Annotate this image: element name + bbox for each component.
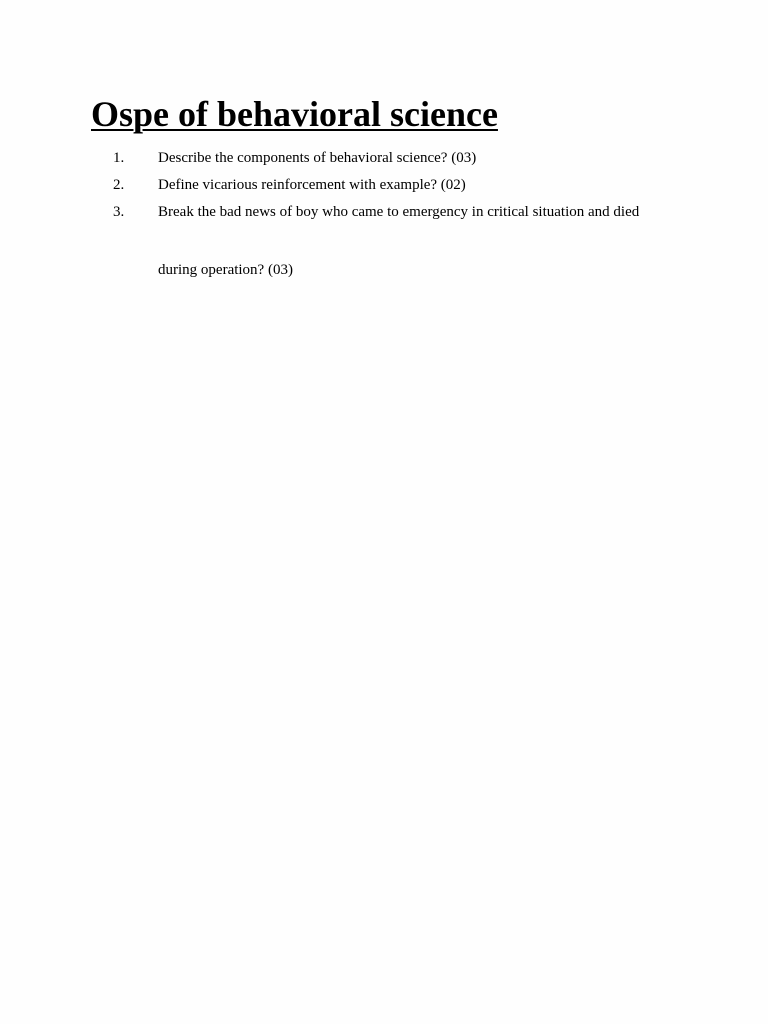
question-number: 2.	[113, 177, 125, 193]
question-text-continuation: during operation? (03)	[158, 262, 293, 278]
question-text: Describe the components of behavioral science? (03)	[158, 150, 477, 166]
question-number: 3.	[113, 204, 125, 220]
question-number: 1.	[113, 150, 125, 166]
page-title: Ospe of behavioral science	[91, 94, 498, 134]
question-text: Break the bad news of boy who came to emergency in critical situation and died	[158, 204, 640, 220]
question-text: Define vicarious reinforcement with example? (02)	[158, 177, 466, 193]
